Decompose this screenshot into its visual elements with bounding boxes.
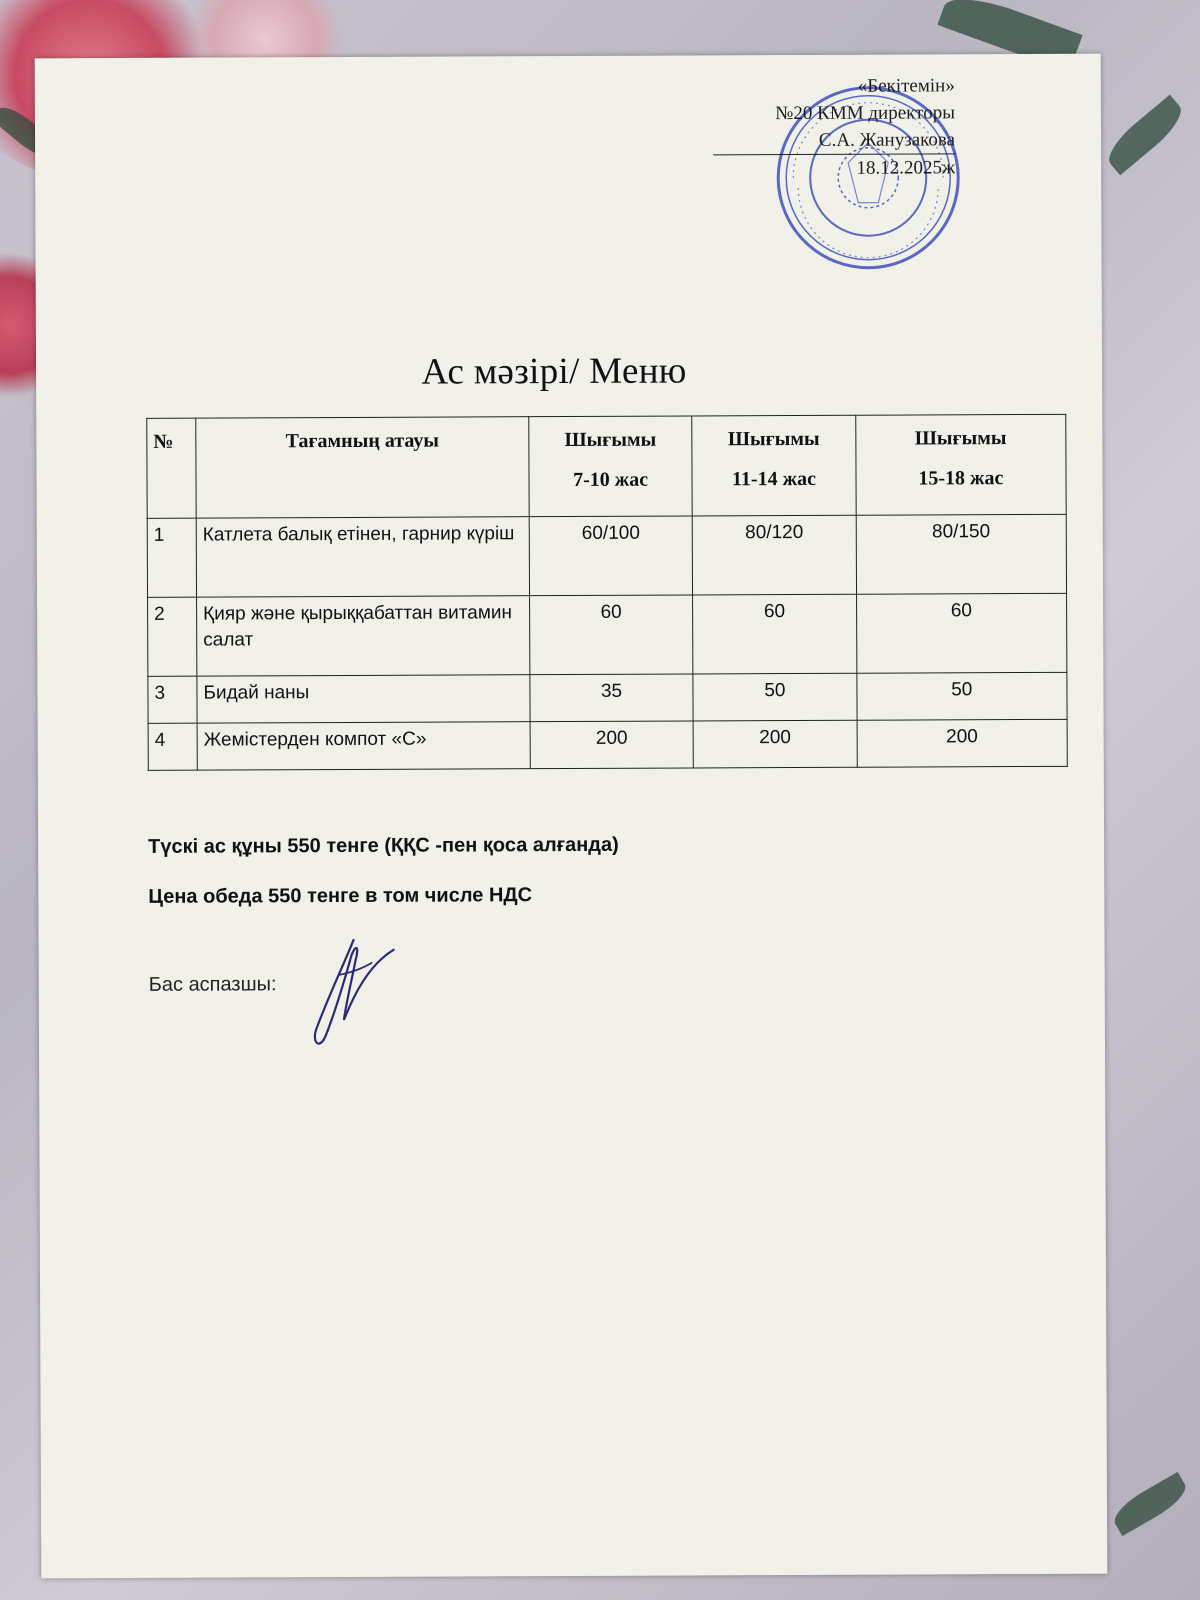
table-row xyxy=(147,514,1066,597)
portion-7-10: 60 xyxy=(529,595,693,675)
header-portion-label: Шығымы xyxy=(727,427,820,451)
table-row xyxy=(148,719,1067,770)
portion-15-18: 50 xyxy=(857,672,1068,720)
row-number: 2 xyxy=(148,597,197,676)
row-number: 3 xyxy=(148,676,197,723)
head-chef-label: Бас аспазшы: xyxy=(148,973,277,996)
header-age-range: 15-18 жас xyxy=(918,467,1004,490)
portion-11-14: 60 xyxy=(693,594,857,674)
approval-heading: «Бекітемін» xyxy=(857,75,955,97)
lunch-price-kazakh: Түскі ас құны 550 тенге (ҚҚС -пен қоса алғанда) xyxy=(148,833,619,858)
header-portion-label: Шығымы xyxy=(914,427,1007,450)
table-row xyxy=(148,593,1067,676)
dish-name: Катлета балық етінен, гарнир күріш xyxy=(196,517,529,597)
page-title: Ас мәзірі/ Меню xyxy=(421,350,687,393)
header-number: № xyxy=(147,418,196,518)
lunch-price-russian: Цена обеда 550 тенге в том числе НДС xyxy=(148,884,533,908)
menu-table xyxy=(146,414,1068,771)
header-portion-label: Шығымы xyxy=(564,428,657,452)
portion-7-10: 200 xyxy=(530,721,694,769)
portion-11-14: 200 xyxy=(693,720,857,768)
approval-director-name: С.А. Жанузакова xyxy=(818,129,956,151)
row-number: 4 xyxy=(148,723,197,770)
table-row xyxy=(148,672,1067,723)
header-portion-7-10 xyxy=(529,416,693,517)
dish-name: Қияр және қырыққабаттан витамин салат xyxy=(197,596,530,676)
row-number: 1 xyxy=(147,518,196,597)
portion-11-14: 50 xyxy=(693,673,857,721)
portion-15-18: 60 xyxy=(856,593,1067,673)
portion-15-18: 200 xyxy=(857,719,1068,767)
header-portion-15-18 xyxy=(855,414,1066,515)
approval-block xyxy=(655,72,955,182)
header-age-range: 7-10 жас xyxy=(573,468,649,491)
approval-position: №20 КММ директоры xyxy=(775,102,955,125)
portion-7-10: 35 xyxy=(530,674,694,722)
header-portion-11-14 xyxy=(692,415,856,516)
portion-11-14: 80/120 xyxy=(692,515,856,595)
menu-document xyxy=(35,54,1108,1579)
chef-signature-icon xyxy=(294,935,405,1055)
header-dish-name: Тағамның атауы xyxy=(196,417,529,518)
portion-15-18: 80/150 xyxy=(856,514,1067,594)
dish-name: Бидай наны xyxy=(197,675,530,723)
portion-7-10: 60/100 xyxy=(529,516,693,596)
menu-table-header xyxy=(147,414,1066,518)
dish-name: Жемістерден компот «С» xyxy=(197,722,530,770)
header-age-range: 11-14 жас xyxy=(731,467,816,491)
approval-date: 18.12.2025ж xyxy=(713,153,955,182)
